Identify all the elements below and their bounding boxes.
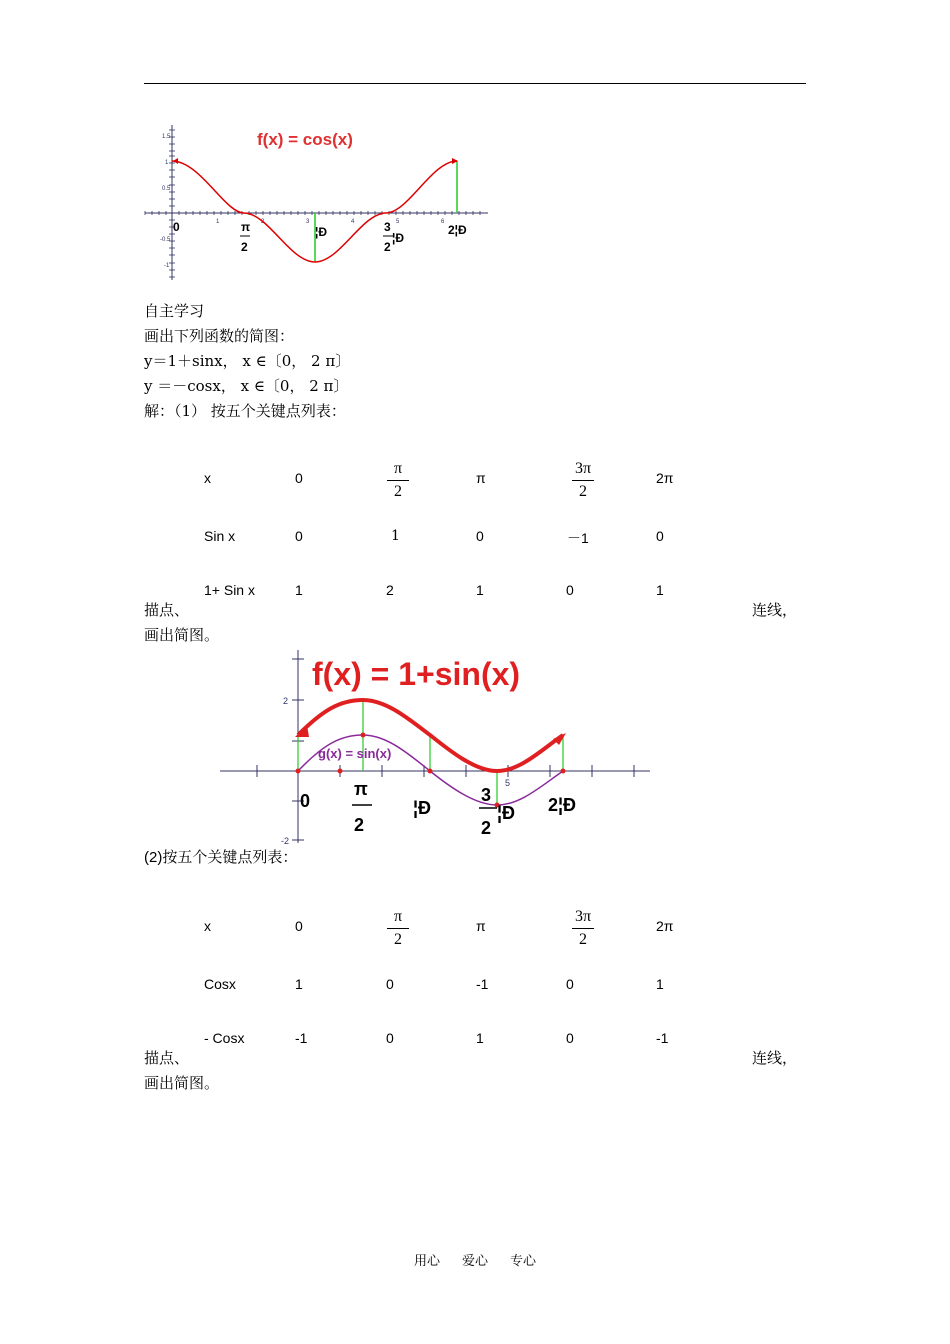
label-2pi: 2¦Ð	[448, 223, 467, 237]
label-3: 3	[384, 220, 391, 234]
plot-c: 画出简图。	[144, 626, 220, 644]
t2-h-1: 0	[295, 918, 303, 934]
solution1: 解：（1） 按五个关键点列表：	[144, 402, 346, 420]
t1-r2-0: 1+ Sin x	[204, 582, 255, 598]
t1-h-0: x	[204, 470, 211, 486]
label-0: 0	[300, 791, 311, 811]
cos-graph	[140, 115, 500, 285]
sin-graph	[215, 645, 660, 845]
t2-r2-2: 0	[386, 1030, 394, 1046]
footer-3: 专心	[510, 1254, 537, 1269]
t1-r2-3: 1	[476, 582, 484, 598]
t2-r1-4: 0	[566, 976, 574, 992]
ytick-2: 2	[283, 696, 289, 706]
t2-r1-0: Cosx	[204, 976, 236, 992]
t1-r2-5: 1	[656, 582, 664, 598]
arrow-left-icon	[295, 725, 309, 737]
t1-r1-4: －1	[567, 530, 589, 546]
t1-r2-2: 2	[386, 582, 394, 598]
xtick-1: 1	[216, 219, 220, 225]
xtick-4: 4	[351, 219, 355, 225]
t2-r1-5: 1	[656, 976, 664, 992]
t2-h-5: 2π	[656, 918, 674, 934]
label-2: 2	[384, 240, 391, 254]
t1-r2-1: 1	[295, 582, 303, 598]
footer-1: 用心	[413, 1254, 440, 1269]
solution2: (2)按五个关键点列表：	[144, 849, 298, 866]
xtick-5: 5	[505, 778, 511, 788]
t1-h-3: π	[476, 470, 486, 486]
plot2-c: 画出简图。	[144, 1074, 220, 1092]
t2-r1-3: -1	[476, 976, 489, 992]
label-pi-num: π	[241, 220, 251, 234]
ytick-0.5: 0.5	[162, 186, 171, 192]
footer-2: 爱心	[461, 1254, 488, 1269]
footer	[0, 1250, 950, 1269]
t2-h-2: π 2	[383, 908, 413, 949]
plot2-a: 描点、	[144, 1049, 190, 1067]
heading: 自主学习	[144, 302, 205, 320]
t2-r2-4: 0	[566, 1030, 574, 1046]
sin-subtitle: g(x) = sin(x)	[318, 746, 392, 761]
t2-h-3: π	[476, 918, 486, 934]
t2-r2-0: - Cosx	[204, 1030, 245, 1046]
t1-h-1: 0	[295, 470, 303, 486]
t2-r2-5: -1	[656, 1030, 669, 1046]
func1: y＝1＋sinx， x ∈〔0， 2 π〕	[144, 352, 351, 370]
label-pi: ¦Ð	[413, 798, 432, 818]
ytick-1: 1	[165, 160, 169, 166]
label-2: 2	[481, 818, 492, 838]
plot2-b: 连线，	[752, 1049, 798, 1067]
t2-h-4: 3π 2	[568, 908, 598, 949]
t1-r2-4: 0	[566, 582, 574, 598]
label-3pi: ¦Ð	[497, 803, 516, 823]
label-2pi: 2¦Ð	[548, 795, 577, 815]
t1-r1-1: 0	[295, 528, 303, 544]
sin-title: f(x) = 1+sin(x)	[312, 656, 521, 692]
cos-title: f(x) = cos(x)	[257, 130, 353, 149]
t1-r1-3: 0	[476, 528, 484, 544]
plot-a: 描点、	[144, 601, 190, 619]
label-3pi: ¦Ð	[392, 231, 405, 245]
t1-h-2: π 2	[383, 460, 413, 501]
label-pi-den: 2	[241, 240, 248, 254]
t2-r1-1: 1	[295, 976, 303, 992]
func2: y ＝－cosx， x ∈〔0， 2 π〕	[144, 377, 349, 395]
xtick-3: 3	[306, 219, 310, 225]
t1-h-5: 2π	[656, 470, 674, 486]
t1-r1-0: Sin x	[204, 528, 236, 544]
label-pi-num: π	[354, 779, 368, 799]
label-3: 3	[481, 785, 492, 805]
xtick-6: 6	[441, 219, 445, 225]
t2-h-0: x	[204, 918, 211, 934]
label-pi: ¦Ð	[315, 225, 328, 239]
t1-h-4: 3π 2	[568, 460, 598, 501]
ytick-1.5: 1.5	[162, 134, 171, 140]
ytick-neg1: -1	[164, 263, 170, 269]
t1-r1-5: 0	[656, 528, 664, 544]
prompt: 画出下列函数的简图：	[144, 327, 295, 345]
xtick-5: 5	[396, 219, 400, 225]
label-pi-den: 2	[354, 815, 365, 835]
t1-r1-2: 1	[391, 528, 400, 544]
header-rule	[144, 83, 806, 84]
ytick-neg2: -2	[281, 836, 290, 845]
label-0: 0	[173, 220, 180, 234]
xtick-2: 2	[261, 219, 265, 225]
ytick-neg0.5: -0.5	[160, 237, 171, 243]
t2-r2-3: 1	[476, 1030, 484, 1046]
plot-b: 连线，	[752, 601, 798, 619]
t2-r2-1: -1	[295, 1030, 308, 1046]
t2-r1-2: 0	[386, 976, 394, 992]
